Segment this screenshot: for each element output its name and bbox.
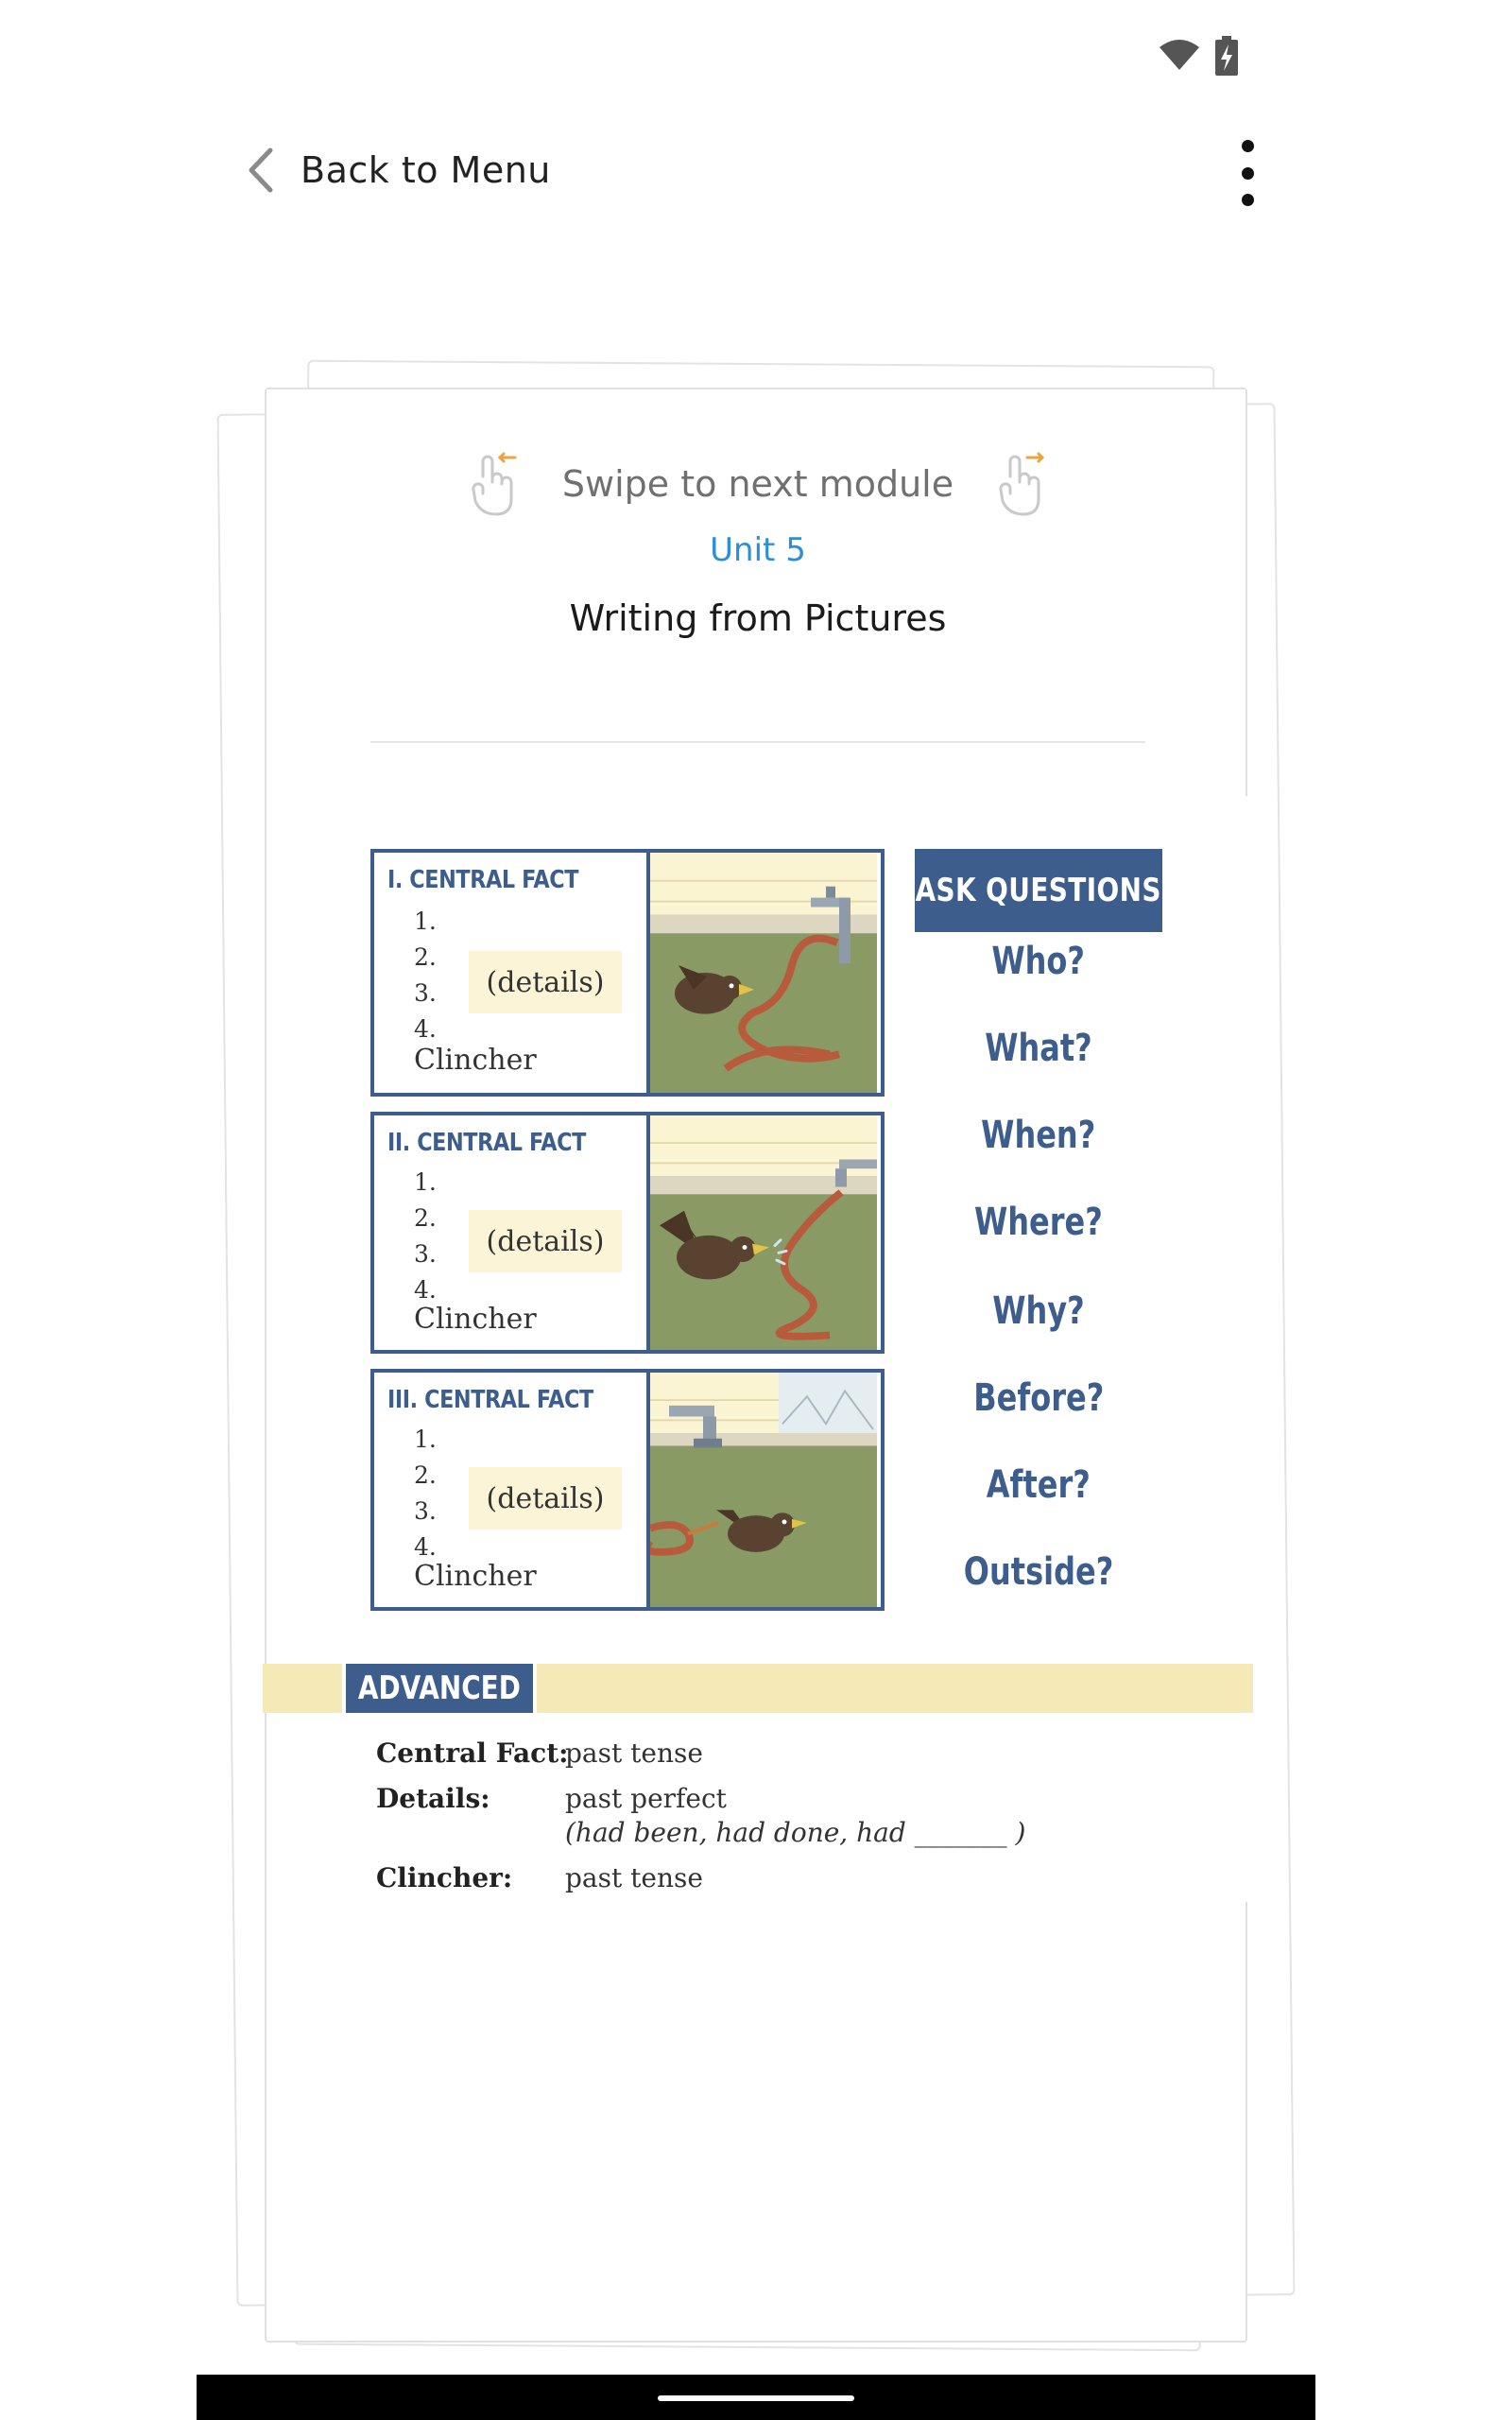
central-fact-outline	[374, 1373, 650, 1607]
question-who	[915, 940, 1162, 983]
bird-picture-1	[650, 853, 877, 1093]
back-to-menu-button[interactable]	[246, 142, 551, 199]
detail-number: 1.	[414, 1168, 437, 1196]
advanced-value-clincher: past tense	[565, 1862, 703, 1893]
more-vertical-icon	[1242, 140, 1254, 152]
ask-questions-header	[915, 849, 1162, 932]
ask-questions-label: ASK QUESTIONS	[915, 872, 1162, 909]
question-before	[915, 1376, 1162, 1420]
central-fact-box-3	[370, 1369, 885, 1611]
question-label: Before?	[972, 1376, 1105, 1420]
central-fact-title: III. CENTRAL FACT	[387, 1386, 593, 1414]
bird-picture-2	[650, 1115, 877, 1350]
question-what	[915, 1027, 1162, 1070]
detail-number: 3.	[414, 1240, 437, 1268]
module-title: Writing from Pictures	[569, 597, 947, 639]
question-after	[915, 1463, 1162, 1507]
more-vertical-icon-dot	[1242, 167, 1254, 180]
more-vertical-icon-dot	[1242, 194, 1254, 206]
details-label: (details)	[469, 951, 622, 1013]
advanced-key-clincher: Clincher:	[376, 1862, 513, 1893]
advanced-value-details: past perfect	[565, 1783, 727, 1814]
navigation-bar	[197, 2375, 1315, 2420]
detail-number: 4.	[414, 1015, 437, 1043]
question-label: After?	[986, 1463, 1091, 1507]
swipe-right-hand-icon	[995, 450, 1048, 518]
unit-label: Unit 5	[710, 531, 806, 569]
detail-number: 1.	[414, 908, 437, 935]
detail-number: 4.	[414, 1533, 437, 1561]
question-label: Where?	[974, 1201, 1103, 1244]
question-where	[915, 1201, 1162, 1244]
worksheet-page	[266, 796, 1249, 1902]
battery-charging-icon	[1215, 36, 1238, 76]
detail-number: 2.	[414, 943, 437, 971]
details-label: (details)	[469, 1467, 622, 1530]
advanced-label	[342, 1664, 537, 1713]
detail-number: 4.	[414, 1276, 437, 1304]
more-options-button[interactable]	[1228, 140, 1266, 206]
swipe-label: Swipe to next module	[561, 463, 954, 505]
clincher-label: Clincher	[414, 1044, 537, 1077]
detail-number: 3.	[414, 1497, 437, 1525]
central-fact-box-2	[370, 1112, 885, 1354]
question-outside	[915, 1550, 1162, 1594]
advanced-key-details: Details:	[376, 1783, 490, 1814]
detail-number: 1.	[414, 1426, 437, 1453]
central-fact-title: II. CENTRAL FACT	[387, 1129, 586, 1157]
advanced-bar	[263, 1664, 1253, 1713]
chevron-left-icon	[246, 147, 278, 194]
detail-number: 2.	[414, 1204, 437, 1232]
central-fact-box-1	[370, 849, 885, 1097]
home-indicator[interactable]	[658, 2395, 854, 2401]
question-label: When?	[981, 1114, 1096, 1157]
detail-number: 3.	[414, 979, 437, 1007]
advanced-value-central-fact: past tense	[565, 1737, 703, 1769]
header	[0, 123, 1512, 217]
divider	[370, 741, 1145, 743]
question-label: Who?	[991, 940, 1086, 983]
advanced-details-example: (had been, had done, had _______ )	[565, 1817, 1026, 1848]
question-when	[915, 1114, 1162, 1157]
question-label: What?	[985, 1027, 1092, 1070]
question-why	[915, 1289, 1162, 1333]
clincher-label: Clincher	[414, 1560, 537, 1593]
wifi-icon	[1159, 38, 1200, 72]
central-fact-outline	[374, 853, 650, 1093]
details-label: (details)	[469, 1210, 622, 1272]
central-fact-title: I. CENTRAL FACT	[387, 866, 579, 894]
module-card[interactable]	[265, 388, 1247, 2342]
central-fact-outline	[374, 1115, 650, 1350]
advanced-key-central-fact: Central Fact:	[376, 1737, 569, 1769]
bird-picture-3	[650, 1373, 877, 1607]
clincher-label: Clincher	[414, 1303, 537, 1336]
swipe-left-hand-icon	[468, 450, 521, 518]
question-label: Outside?	[963, 1550, 1114, 1594]
back-to-menu-label: Back to Menu	[301, 149, 551, 191]
detail-number: 2.	[414, 1461, 437, 1489]
swipe-hint	[266, 446, 1249, 522]
advanced-label-text: ADVANCED	[358, 1669, 521, 1707]
status-bar	[0, 0, 1512, 104]
question-label: Why?	[992, 1289, 1085, 1333]
